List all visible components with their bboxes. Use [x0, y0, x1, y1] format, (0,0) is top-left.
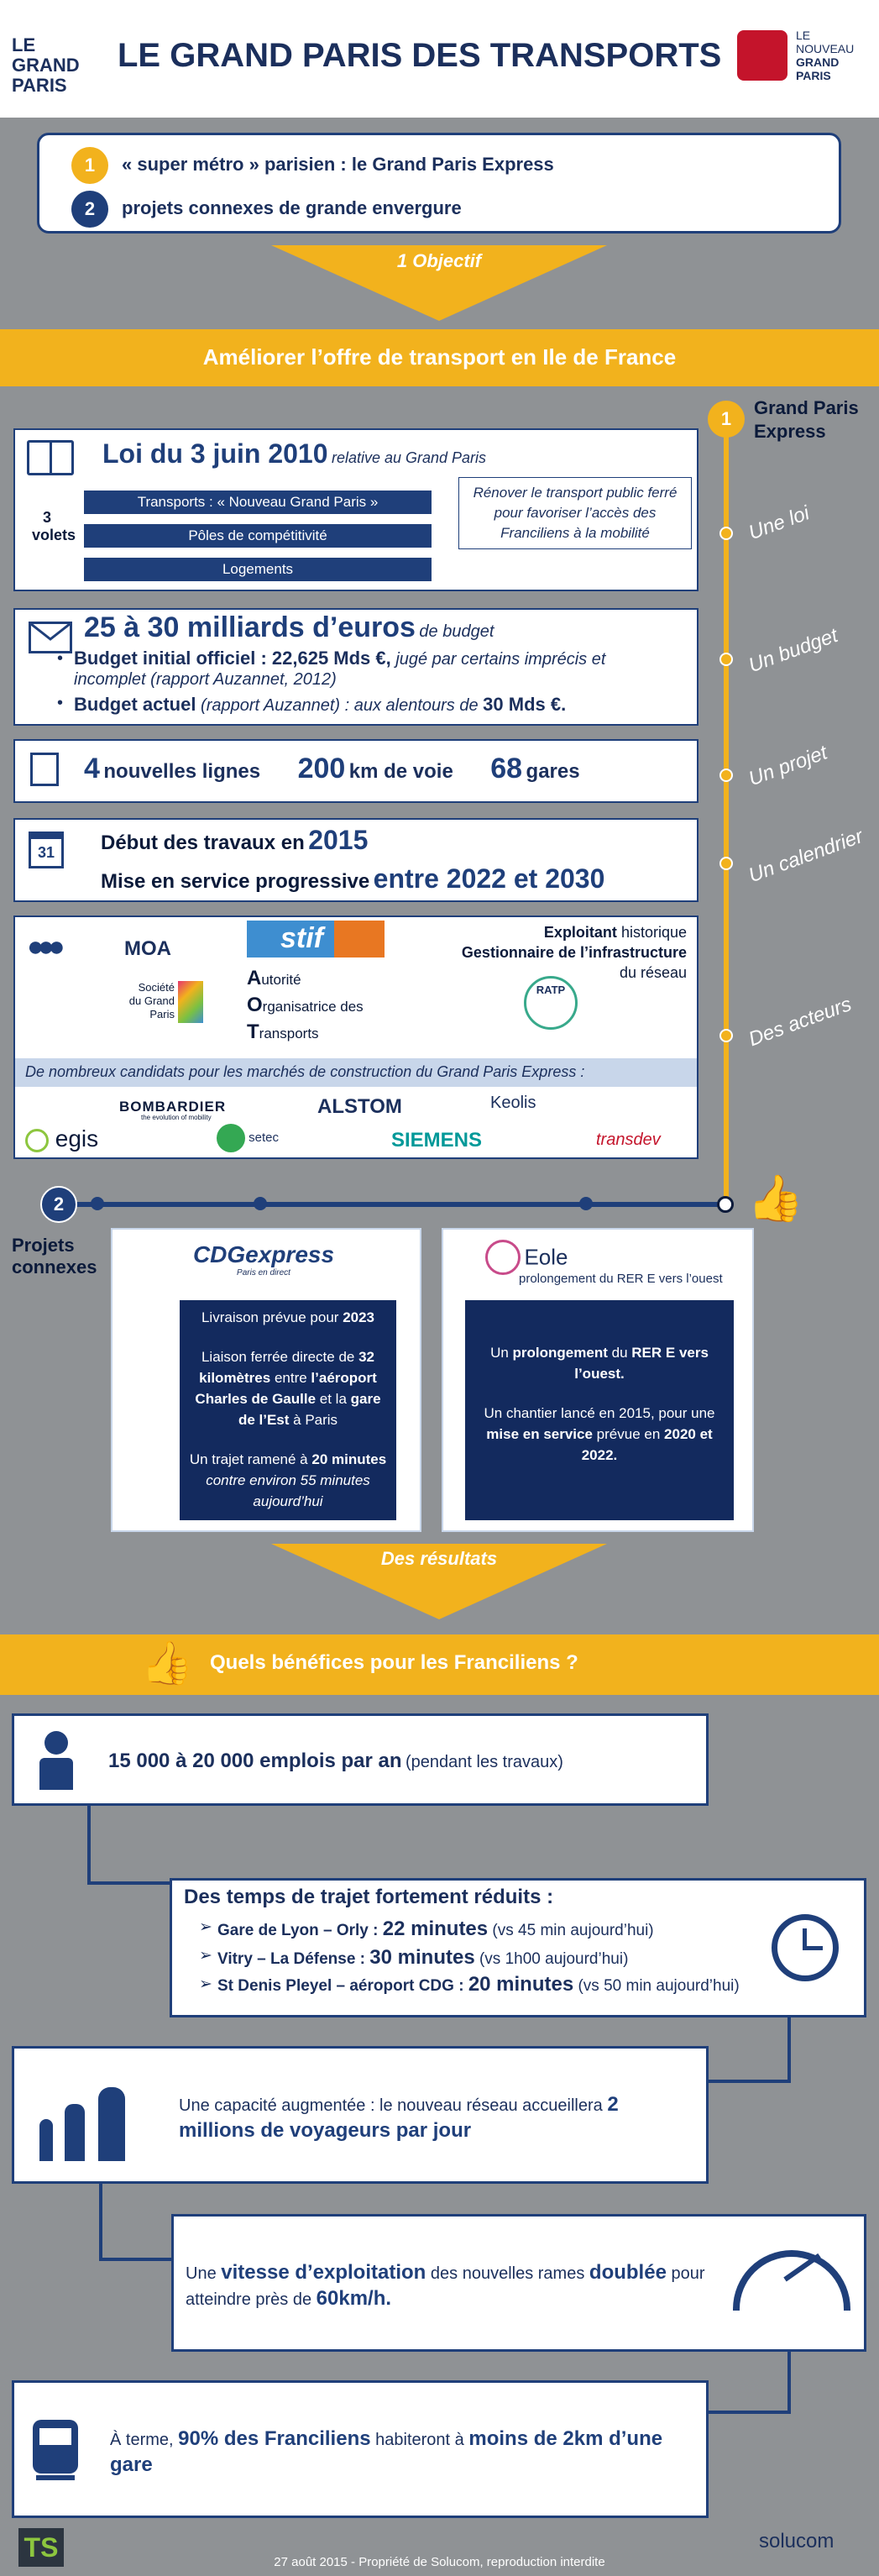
- budget-box: [13, 608, 698, 726]
- timeline-title: Grand Paris Express: [754, 397, 859, 442]
- documents-icon: [30, 753, 59, 786]
- nouveau-grand-paris-text: LE NOUVEAU GRAND PARIS: [796, 29, 855, 82]
- timeline-dot: [719, 1029, 733, 1042]
- travel-item: ➢ Vitry – La Défense : 30 minutes (vs 1h00 aujourd’hui): [199, 1946, 629, 1969]
- moa-label: MOA: [124, 937, 171, 960]
- bombardier-logo: BOMBARDIER: [119, 1099, 227, 1115]
- travel-item: ➢ St Denis Pleyel – aéroport CDG : 20 minutes (vs 50 min aujourd’hui): [199, 1973, 740, 1996]
- law-box: [13, 428, 698, 591]
- jobs-text: 15 000 à 20 000 emplois par an (pendant les travaux): [108, 1750, 563, 1772]
- grand-paris-logo: LE GRAND PARIS: [12, 34, 80, 96]
- gare-box: [12, 2380, 709, 2518]
- connector: [99, 2184, 102, 2259]
- connector: [787, 2350, 791, 2412]
- worker-icon: [39, 1731, 73, 1790]
- travel-item: ➢ Gare de Lyon – Orly : 22 minutes (vs 45 min aujourd’hui): [199, 1918, 654, 1940]
- eole-panel: Un prolongement du RER E vers l’ouest. Un chantier lancé en 2015, pour une mise en service prévue en 2020 et 2022.: [465, 1300, 734, 1520]
- calendar-box: [13, 818, 698, 902]
- travel-title: Des temps de trajet fortement réduits :: [184, 1886, 554, 1908]
- budget-line-2: • Budget actuel (rapport Auzannet) : aux alentours de 30 Mds €.: [57, 694, 567, 715]
- transdev-logo: transdev: [596, 1131, 661, 1149]
- bombardier-tag: the evolution of mobility: [141, 1114, 212, 1121]
- eole-box: [442, 1228, 754, 1532]
- connector: [87, 1806, 91, 1885]
- sgp-shape: [178, 981, 203, 1023]
- budget-line-1: • Budget initial officiel : 22,625 Mds €, jugé par certains imprécis et incomplet (rapport Auzannet, 2012): [57, 648, 606, 689]
- law-quote: Rénover le transport public ferré pour favoriser l’accès des Franciliens à la mobilité: [458, 477, 692, 549]
- law-title: Loi du 3 juin 2010 relative au Grand Paris: [102, 438, 487, 469]
- people-icon: [39, 2087, 140, 2163]
- project-box: [13, 739, 698, 803]
- intro-box: [37, 133, 841, 233]
- connexes-label: Projets connexes: [12, 1235, 97, 1278]
- speedometer-icon: [733, 2250, 850, 2311]
- thumbs-up-icon: 👍: [747, 1173, 804, 1224]
- actors-box: [13, 916, 698, 1159]
- header: [0, 0, 879, 118]
- timeline-dot: [719, 769, 733, 782]
- timeline-label: Un projet: [746, 741, 830, 791]
- setec-logo: setec: [217, 1124, 279, 1152]
- envelope-icon: [29, 622, 72, 653]
- cdg-panel: Livraison prévue pour 2023 Liaison ferrée directe de 32 kilomètres entre l’aéroport Charles de Gaulle et la gare de l’Est à Paris Un trajet ramené à 20 minutes contre environ 55 minutes aujourd’hui: [180, 1300, 396, 1520]
- calendar-line-2: Mise en service progressive entre 2022 et 2030: [101, 863, 605, 894]
- connector: [704, 2080, 791, 2083]
- intro-item-2: projets connexes de grande envergure: [122, 197, 462, 218]
- train-icon: [33, 2420, 78, 2487]
- speed-text: Une vitesse d’exploitation des nouvelles rames doublée pour atteindre près de 60km/h.: [186, 2261, 705, 2310]
- people-icon: ●●●: [27, 931, 59, 963]
- volet-chip: Logements: [84, 558, 432, 581]
- timeline-label: Des acteurs: [746, 993, 855, 1052]
- connexes-dot: [254, 1197, 267, 1210]
- cdg-box: [111, 1228, 421, 1532]
- connector: [787, 2016, 791, 2081]
- objective-text: Améliorer l’offre de transport en Ile de France: [202, 344, 677, 370]
- timeline-label: Un calendrier: [746, 825, 866, 888]
- page-title: LE GRAND PARIS DES TRANSPORTS: [118, 37, 722, 74]
- speed-box: [171, 2214, 866, 2352]
- stif-logo: stif: [247, 921, 385, 957]
- footer: [0, 2528, 879, 2576]
- travel-box: [170, 1878, 866, 2017]
- number-badge: 1: [708, 401, 745, 438]
- connexes-dot: [579, 1197, 593, 1210]
- eole-logo: Eole prolongement du RER E vers l’ouest: [485, 1240, 737, 1286]
- benefits-title: Quels bénéfices pour les Franciliens ?: [210, 1651, 578, 1674]
- cdg-logo: CDGexpress Paris en direct: [192, 1241, 335, 1278]
- volets-label: 3 volets: [32, 509, 76, 543]
- connector: [702, 2411, 791, 2414]
- sgp-logo: Société du Grand Paris: [128, 981, 175, 1020]
- objective-label: 1 Objectif: [396, 250, 482, 271]
- book-icon: [27, 440, 74, 475]
- project-stats: 4 nouvelles lignes 200 km de voie 68 gares: [84, 753, 580, 784]
- footer-text: 27 août 2015 - Propriété de Solucom, reproduction interdite: [274, 2555, 605, 2569]
- jobs-box: [12, 1713, 709, 1806]
- connexes-dot: [91, 1197, 104, 1210]
- timeline-dot: [719, 527, 733, 540]
- number-badge: 2: [40, 1186, 77, 1223]
- connexes-line: [59, 1202, 724, 1207]
- calendar-line-1: Début des travaux en 2015: [101, 825, 369, 855]
- clock-icon: [772, 1914, 839, 1981]
- capacity-text: Une capacité augmentée : le nouveau réseau accueillera 2 millions de voyageurs par jour: [179, 2093, 619, 2142]
- connector: [99, 2258, 175, 2261]
- calendar-icon: 31: [29, 832, 64, 868]
- timeline-dot: [719, 857, 733, 870]
- volet-chip: Transports : « Nouveau Grand Paris »: [84, 491, 432, 514]
- ratp-logo: RATP: [524, 976, 578, 1030]
- timeline-label: Une loi: [746, 501, 813, 545]
- siemens-logo: SIEMENS: [391, 1129, 483, 1152]
- candidates-band: De nombreux candidats pour les marchés de construction du Grand Paris Express :: [15, 1058, 697, 1087]
- intro-item-1: « super métro » parisien : le Grand Paris Express: [122, 154, 554, 175]
- alstom-logo: ALSTOM: [317, 1095, 402, 1118]
- number-badge: 2: [71, 191, 108, 228]
- keolis-logo: Keolis: [490, 1094, 536, 1112]
- timeline-dot: [719, 653, 733, 666]
- capacity-box: [12, 2046, 709, 2184]
- aot-text: Autorité Organisatrice des Transports: [247, 967, 364, 1043]
- exploitant-text: Exploitant historique Gestionnaire de l’infrastructure du réseau: [461, 924, 687, 981]
- nouveau-grand-paris-logo: [737, 30, 787, 81]
- timeline-label: Un budget: [746, 623, 841, 678]
- connector: [87, 1881, 180, 1885]
- number-badge: 1: [71, 147, 108, 184]
- budget-title: 25 à 30 milliards d’euros de budget: [84, 611, 494, 643]
- timeline-end-dot: [717, 1196, 734, 1213]
- solucom-logo: solucom: [759, 2530, 835, 2552]
- ts-logo: TS: [18, 2528, 64, 2567]
- results-label: Des résultats: [380, 1548, 498, 1569]
- gare-text: À terme, 90% des Franciliens habiteront à moins de 2km d’une gare: [110, 2427, 663, 2476]
- egis-logo: egis: [25, 1125, 98, 1152]
- volet-chip: Pôles de compétitivité: [84, 524, 432, 548]
- thumbs-up-icon: 👍: [141, 1640, 194, 1687]
